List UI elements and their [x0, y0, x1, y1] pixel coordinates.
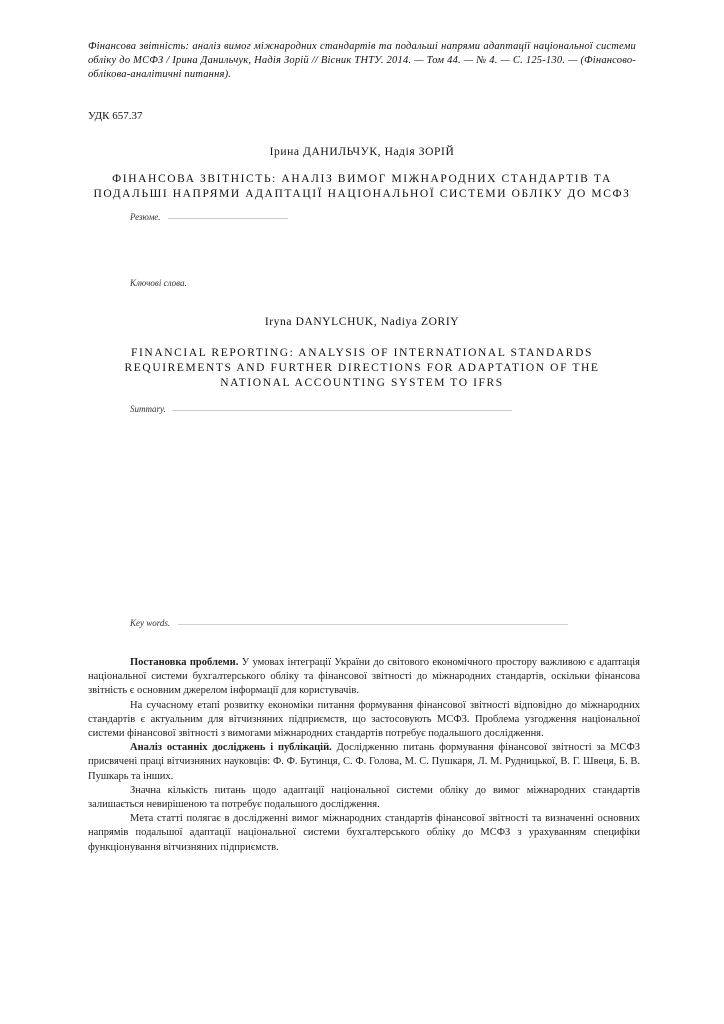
keywords-en-placeholder [178, 624, 568, 625]
paragraph-unresolved: Значна кількість питань щодо адаптації національної системи обліку до вимог міжнародних стандартів залишається невирішеною та потребує подальшого дослідження. [88, 784, 640, 811]
title-ua-line-2: ПОДАЛЬШІ НАПРЯМИ АДАПТАЦІЇ НАЦІОНАЛЬНОЇ СИСТЕМИ ОБЛІКУ ДО МСФЗ [93, 188, 631, 200]
title-ua-line-1: ФІНАНСОВА ЗВІТНІСТЬ: АНАЛІЗ ВИМОГ МІЖНАРОДНИХ СТАНДАРТІВ ТА [112, 173, 612, 185]
authors-ua: Ірина ДАНИЛЬЧУК, Надія ЗОРІЙ [269, 146, 455, 158]
problem-heading: Постановка проблеми. [130, 657, 239, 668]
literature-text: Дослідженню питань формування фінансової звітності за МСФЗ присвячені праці вітчизняних науковців: Ф. Ф. Бутинця, С. Ф. Голова, М. С. Пушкаря, Л. М. Рудницької, В. Г. Швеця, Б. В. Пушкарь та інших. [88, 742, 641, 782]
title-en-line-1: FINANCIAL REPORTING: ANALYSIS OF INTERNATIONAL STANDARDS [131, 347, 593, 359]
abstract-label-ua: Резюме. [130, 212, 161, 222]
literature-heading: Аналіз останніх досліджень і публікацій. [130, 742, 332, 754]
abstract-label-en: Summary. [130, 404, 166, 414]
title-ua [60, 172, 664, 202]
keywords-label-ua: Ключові слова. [130, 278, 187, 288]
paragraph-literature [88, 741, 640, 784]
abstract-ua-placeholder [168, 218, 288, 219]
keywords-label-en: Key words. [130, 618, 171, 628]
article-body [88, 656, 640, 855]
citation-header: Фінансова звітність: аналіз вимог міжнародних стандартів та подальші напрями адаптації національної системи обліку до МСФЗ / Ірина Данильчук, Надія Зорій // Вісник ТНТУ. 2014. — Том 44. — № 4. — С. 125-130. — (Фінансово-облікова-аналітичні питання). [88, 41, 636, 80]
paragraph-goal: Мета статті полягає в дослідженні вимог міжнародних стандартів фінансової звітності та визначенні основних напрямів подальшої адаптації національної системи бухгалтерського обліку до МСФЗ з урахуванням специфіки функціонування вітчизняних підприємств. [88, 813, 640, 853]
title-en-line-2: REQUIREMENTS AND FURTHER DIRECTIONS FOR ADAPTATION OF THE [124, 362, 600, 374]
paragraph-context: На сучасному етапі розвитку економіки питання формування фінансової звітності відповідно до міжнародних стандартів є актуальним для вітчизняних підприємств, що застосовують МСФЗ. Проблема узгодження національної системи фінансової звітності з вимогами міжнародних стандартів потребує подальшого дослідження. [88, 699, 640, 740]
problem-text: У умовах інтеграції України до світового економічного простору важливою є адаптація національної системи бухгалтерського обліку та фінансової звітності до міжнародних стандартів, оскільки фінансова звітність є основним джерелом інформації для користувачів. [88, 657, 640, 697]
title-en [60, 346, 664, 391]
udc-code: УДК 657.37 [88, 110, 143, 122]
paragraph-problem [88, 656, 640, 699]
authors-en: Iryna DANYLCHUK, Nadiya ZORIY [264, 316, 460, 328]
title-en-line-3: NATIONAL ACCOUNTING SYSTEM TO IFRS [220, 377, 504, 389]
abstract-en-placeholder [172, 410, 512, 411]
